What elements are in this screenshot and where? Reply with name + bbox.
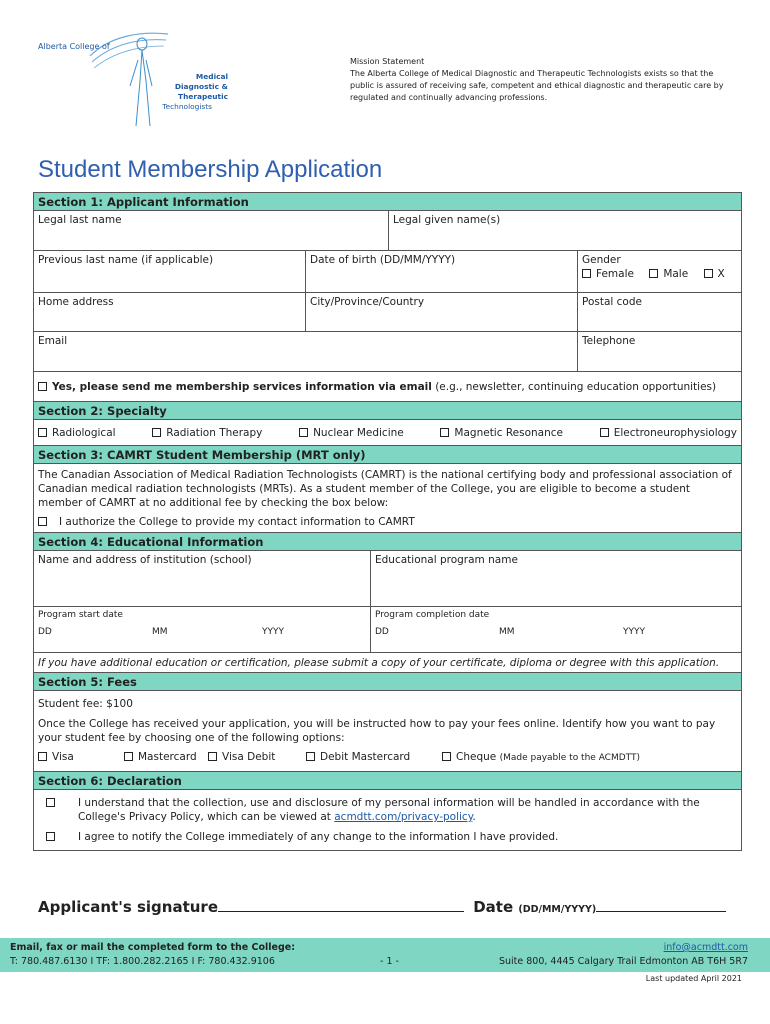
- female-checkbox[interactable]: [582, 269, 591, 278]
- camrt-authorize-option[interactable]: [34, 514, 741, 532]
- section-2-header: Section 2: Specialty: [34, 402, 741, 420]
- student-fee: Student fee: $100: [38, 698, 133, 710]
- x-label: X: [717, 268, 725, 280]
- page-number: - 1 -: [380, 956, 399, 967]
- female-label: Female: [596, 268, 634, 280]
- pay-visa-option[interactable]: [38, 751, 124, 763]
- program-name-field[interactable]: [371, 551, 741, 606]
- visa-checkbox[interactable]: [38, 752, 47, 761]
- previous-last-name-label: Previous last name (if applicable): [38, 254, 214, 266]
- gender-field: [578, 251, 741, 292]
- pay-cheque-option[interactable]: [442, 751, 640, 763]
- debit-mastercard-label: Debit Mastercard: [320, 751, 411, 763]
- section-5-header: Section 5: Fees: [34, 673, 741, 691]
- last-name-label: Legal last name: [38, 214, 122, 226]
- start-mm: MM: [152, 627, 168, 637]
- privacy-consent-checkbox[interactable]: [46, 798, 55, 807]
- dob-label: Date of birth (DD/MM/YYYY): [310, 254, 456, 266]
- application-form: [33, 192, 742, 851]
- signature-line: [38, 898, 726, 916]
- footer-address: Suite 800, 4445 Calgary Trail Edmonton AB T6H 5R7: [498, 956, 748, 967]
- visa-debit-label: Visa Debit: [222, 751, 276, 763]
- section-6-header: Section 6: Declaration: [34, 772, 741, 790]
- postal-code-label: Postal code: [582, 296, 642, 308]
- logo-text-line2: [128, 72, 228, 102]
- program-name-label: Educational program name: [375, 554, 518, 566]
- section-1-header: Section 1: Applicant Information: [34, 193, 741, 211]
- signature-field[interactable]: [218, 898, 464, 912]
- logo-text-line3: Technologists: [162, 102, 212, 111]
- city-label: City/Province/Country: [310, 296, 425, 308]
- gender-label: Gender: [582, 254, 621, 266]
- completion-dd: DD: [375, 627, 389, 637]
- mission-heading: Mission Statement: [350, 57, 425, 66]
- cheque-note: (Made payable to the ACMDTT): [499, 753, 641, 763]
- section-4-header: Section 4: Educational Information: [34, 533, 741, 551]
- specialty-magnetic-resonance[interactable]: [440, 427, 563, 439]
- email-optin-option[interactable]: [34, 378, 741, 396]
- college-logo: [32, 24, 242, 134]
- specialty-electroneurophysiology[interactable]: [600, 427, 737, 439]
- electroneurophysiology-label: Electroneurophysiology: [613, 426, 737, 439]
- logo-text-medical: Medical: [195, 72, 228, 81]
- email-optin-label: Yes, please send me membership services information via email: [52, 380, 432, 393]
- magnetic-resonance-checkbox[interactable]: [440, 428, 449, 437]
- program-completion-date-field[interactable]: [371, 607, 741, 652]
- program-start-date-field[interactable]: [34, 607, 371, 652]
- notify-change-label: I agree to notify the College immediately of any change to the information I have provided.: [78, 831, 559, 843]
- camrt-authorize-label: I authorize the College to provide my contact information to CAMRT: [59, 516, 415, 528]
- telephone-field[interactable]: [578, 332, 741, 371]
- camrt-authorize-checkbox[interactable]: [38, 517, 47, 526]
- postal-code-field[interactable]: [578, 293, 741, 331]
- visa-debit-checkbox[interactable]: [208, 752, 217, 761]
- footer-phones: T: 780.487.6130 I TF: 1.800.282.2165 I F: 780.432.9106: [10, 956, 275, 967]
- debit-mastercard-checkbox[interactable]: [306, 752, 315, 761]
- mission-text: The Alberta College of Medical Diagnostic and Therapeutic Technologists exists so that the public is assured of receiving safe, competent and ethical diagnostic and therapeutic care by regulated and continually advancing professions.: [350, 69, 724, 102]
- privacy-consent-end: .: [472, 811, 476, 823]
- pay-debit-mastercard-option[interactable]: [306, 751, 442, 763]
- magnetic-resonance-label: Magnetic Resonance: [454, 426, 563, 439]
- radiation-therapy-label: Radiation Therapy: [166, 426, 263, 439]
- footer-email-link[interactable]: info@acmdtt.com: [663, 942, 748, 953]
- signature-label: Applicant's signature: [38, 898, 218, 916]
- institution-label: Name and address of institution (school): [38, 554, 252, 566]
- previous-last-name-field[interactable]: [34, 251, 306, 292]
- specialty-radiation-therapy[interactable]: [152, 427, 262, 439]
- mission-statement: [350, 56, 730, 104]
- completion-mm: MM: [499, 627, 515, 637]
- x-checkbox[interactable]: [704, 269, 713, 278]
- radiological-checkbox[interactable]: [38, 428, 47, 437]
- cheque-label: Cheque: [456, 751, 497, 763]
- visa-label: Visa: [52, 751, 74, 763]
- radiation-therapy-checkbox[interactable]: [152, 428, 161, 437]
- cheque-checkbox[interactable]: [442, 752, 451, 761]
- email-optin-detail: (e.g., newsletter, continuing education opportunities): [431, 380, 717, 393]
- mastercard-label: Mastercard: [138, 751, 197, 763]
- male-checkbox[interactable]: [649, 269, 658, 278]
- date-label: Date: [473, 898, 514, 916]
- city-field[interactable]: [306, 293, 578, 331]
- start-dd: DD: [38, 627, 52, 637]
- program-start-label: Program start date: [38, 610, 123, 620]
- logo-text-line1: Alberta College of: [38, 42, 110, 51]
- dob-field[interactable]: [306, 251, 578, 292]
- footer: [0, 938, 770, 972]
- email-label: Email: [38, 335, 68, 347]
- logo-text-diagnostic: Diagnostic & Therapeutic: [174, 82, 228, 101]
- camrt-description: The Canadian Association of Medical Radiation Technologists (CAMRT) is the national certifying body and professional association of Canadian medical radiation technologists (MRTs). As a student member of the College, you are eligible to become a student member of CAMRT at no additional fee by checking the box below:: [38, 469, 732, 509]
- gender-x-option[interactable]: [704, 268, 725, 280]
- radiological-label: Radiological: [52, 426, 116, 439]
- start-yyyy: YYYY: [262, 627, 284, 637]
- footer-instruction: Email, fax or mail the completed form to the College:: [10, 942, 296, 953]
- date-hint: (DD/MM/YYYY): [518, 904, 597, 915]
- completion-yyyy: YYYY: [623, 627, 645, 637]
- given-names-label: Legal given name(s): [393, 214, 501, 226]
- nuclear-medicine-label: Nuclear Medicine: [313, 426, 404, 439]
- page-title: Student Membership Application: [38, 156, 383, 183]
- home-address-label: Home address: [38, 296, 114, 308]
- section-3-header: Section 3: CAMRT Student Membership (MRT only): [34, 446, 741, 464]
- pay-visa-debit-option[interactable]: [208, 751, 306, 763]
- notify-change-checkbox[interactable]: [46, 832, 55, 841]
- privacy-consent-label: I understand that the collection, use and disclosure of my personal information will be handled in accordance with the College's Privacy Policy, which can be viewed at: [78, 797, 700, 823]
- fee-instructions: Once the College has received your application, you will be instructed how to pay your fees online. Identify how you want to pay your student fee by choosing one of the following options:: [38, 718, 716, 744]
- program-completion-label: Program completion date: [375, 610, 490, 620]
- email-optin-checkbox[interactable]: [38, 382, 47, 391]
- male-label: Male: [663, 268, 689, 280]
- last-updated: Last updated April 2021: [645, 974, 742, 983]
- pay-mastercard-option[interactable]: [124, 751, 208, 763]
- last-name-field[interactable]: [34, 211, 389, 250]
- mastercard-checkbox[interactable]: [124, 752, 133, 761]
- institution-field[interactable]: [34, 551, 371, 606]
- privacy-policy-link[interactable]: acmdtt.com/privacy-policy: [334, 811, 473, 823]
- home-address-field[interactable]: [34, 293, 306, 331]
- specialty-radiological[interactable]: [38, 427, 116, 439]
- specialty-nuclear-medicine[interactable]: [299, 427, 404, 439]
- electroneurophysiology-checkbox[interactable]: [600, 428, 609, 437]
- education-note: If you have additional education or certification, please submit a copy of your certificate, diploma or degree with this application.: [38, 656, 720, 669]
- given-names-field[interactable]: [389, 211, 741, 250]
- nuclear-medicine-checkbox[interactable]: [299, 428, 308, 437]
- gender-male-option[interactable]: [649, 268, 688, 280]
- telephone-label: Telephone: [582, 335, 636, 347]
- email-field[interactable]: [34, 332, 578, 371]
- privacy-consent-text: [78, 796, 737, 824]
- gender-female-option[interactable]: [582, 268, 634, 280]
- signature-date-field[interactable]: [596, 898, 726, 912]
